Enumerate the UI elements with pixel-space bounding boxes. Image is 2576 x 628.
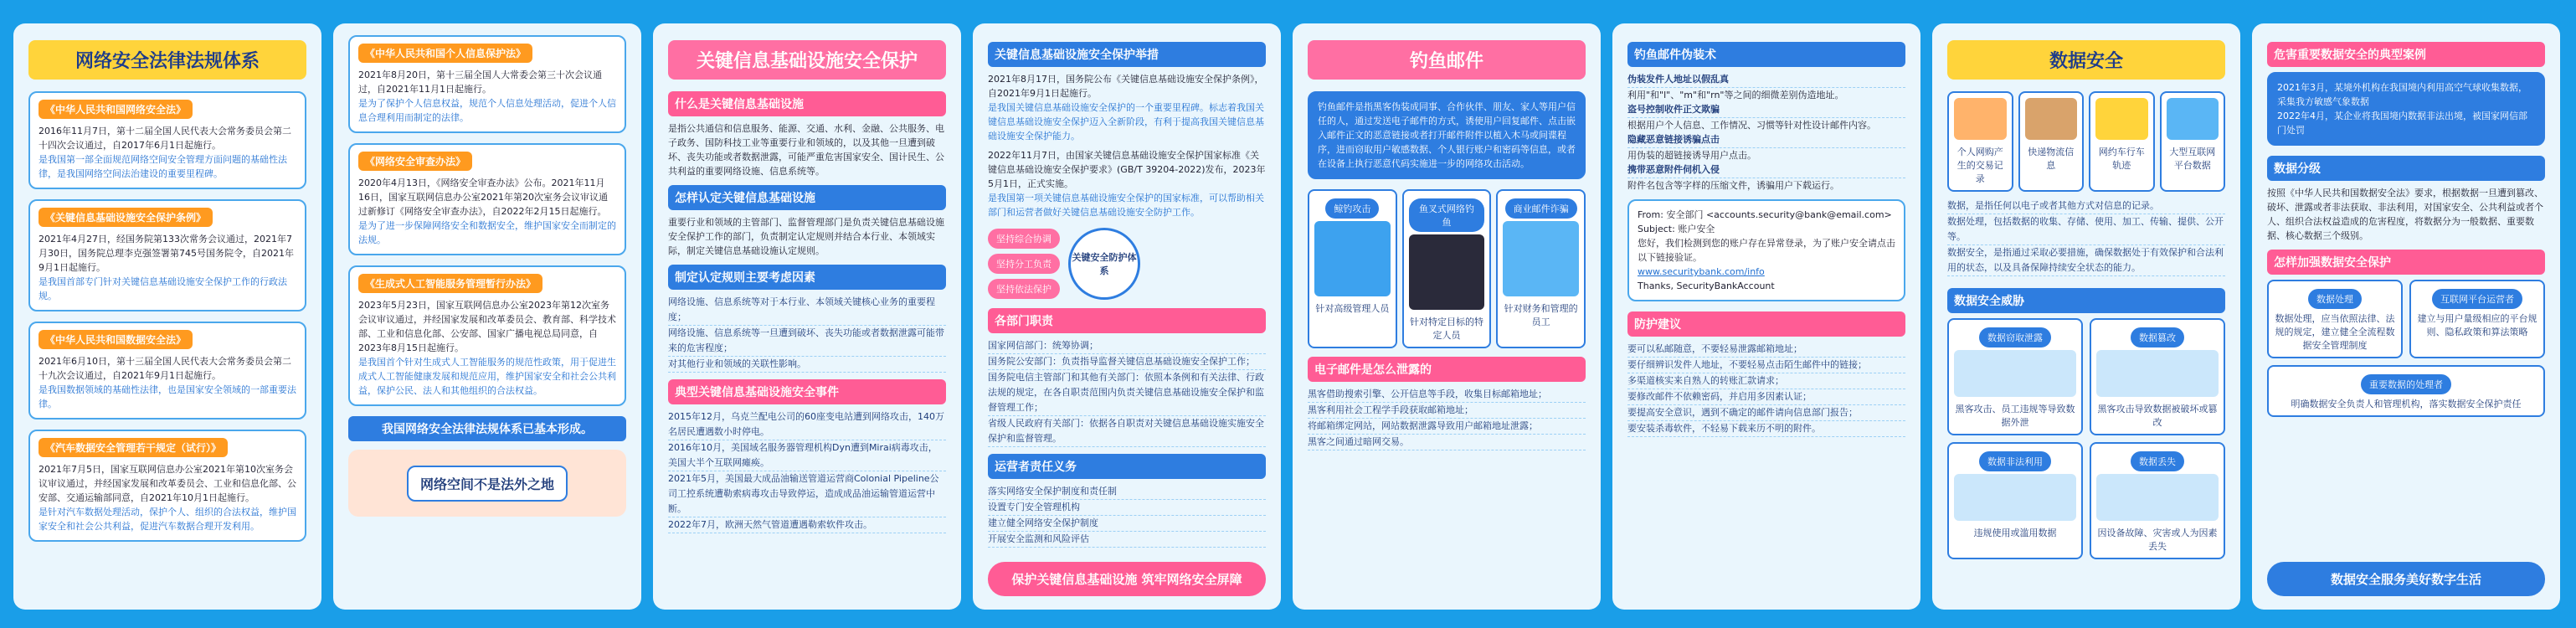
law-note: 是为了保护个人信息权益，规范个人信息处理活动，促进个人信息合理利用而制定的法律。 bbox=[358, 98, 616, 123]
phishing-types bbox=[1308, 189, 1586, 348]
slogan-card bbox=[348, 450, 626, 517]
event-item: 2021年5月，美国最大成品油输送管道运营商Colonial Pipeline公司工控系统遭勒索病毒攻击导致停运，造成成品油运输管道运营中断。 bbox=[668, 471, 946, 517]
leak-heading: 电子邮件是怎么泄露的 bbox=[1308, 357, 1586, 382]
law-chip: 《中华人民共和国网络安全法》 bbox=[39, 100, 193, 119]
q1-heading: 什么是关键信息基础设施 bbox=[668, 91, 946, 116]
tip-item: 要仔细辨识发件人地址，不要轻易点击陌生邮件中的链接； bbox=[1627, 358, 1905, 373]
email-from: From: 安全部门 <accounts.security@bank@email.com> bbox=[1638, 209, 1892, 220]
phishing-type-box bbox=[1308, 189, 1397, 348]
phishing-intro-card bbox=[1308, 91, 1586, 179]
list-item: 网络设施、信息系统等对于本行业、本领域关键核心业务的重要程度； bbox=[668, 295, 946, 326]
example-label: 个人网购产生的交易记录 bbox=[1956, 147, 2003, 184]
law-text: 2020年4月13日，《网络安全审查办法》公布。2021年11月16日，国家互联网信息办公室2021年第20次室务会议审议通过新修订《网络安全审查办法》，自2022年2月15日起施行。 bbox=[358, 178, 608, 217]
law-note: 是我国第一部全面规范网络空间安全管理方面问题的基础性法律，是我国网络空间法治建设的重要里程碑。 bbox=[39, 154, 287, 179]
panel-cii-protection bbox=[653, 23, 961, 610]
q1-text: 是指公共通信和信息服务、能源、交通、水利、金融、公共服务、电子政务、国防科技工业等重要行业和领域的，以及其他一旦遭到破坏、丧失功能或者数据泄露，可能严重危害国家安全、国计民生、公共利益的重要网络设施、信息系统等。 bbox=[668, 123, 944, 177]
panel-phishing bbox=[1293, 23, 1601, 610]
panel-data-protection bbox=[2252, 23, 2560, 610]
email-link[interactable]: www.securitybank.com/info bbox=[1638, 266, 1765, 277]
type-desc: 针对高级管理人员 bbox=[1315, 303, 1390, 314]
threat-box bbox=[2090, 318, 2225, 435]
data-example bbox=[2160, 91, 2226, 192]
threat-illustration bbox=[1954, 350, 2076, 397]
data-example bbox=[1947, 91, 2013, 192]
operator-item: 建立健全网络安全保护制度 bbox=[988, 516, 1266, 532]
definition-item: 数据安全，是指通过采取必要措施，确保数据处于有效保护和合法利用的状态，以及具备保障持续安全状态的能力。 bbox=[1947, 245, 2225, 276]
leak-item: 黑客利用社会工程学手段获取邮箱地址； bbox=[1308, 403, 1586, 419]
tip-item: 多渠道核实来自熟人的转账汇款请求； bbox=[1627, 373, 1905, 389]
definition-item: 数据，是指任何以电子或者其他方式对信息的记录。 bbox=[1947, 198, 2225, 214]
type-label: 商业邮件诈骗 bbox=[1505, 198, 1577, 219]
threat-label: 数据丢失 bbox=[2131, 451, 2184, 471]
whale-illustration bbox=[1314, 221, 1391, 296]
law-note: 是我国首部专门针对关键信息基础设施安全保护工作的行政法规。 bbox=[39, 276, 287, 301]
email-signature: Thanks, SecurityBankAccount bbox=[1638, 281, 1775, 291]
law-chip: 《中华人民共和国个人信息保护法》 bbox=[358, 44, 532, 63]
example-label: 网约车行车轨迹 bbox=[2098, 147, 2145, 171]
law-note: 是为了进一步保障网络安全和数据安全，维护国家安全而制定的法规。 bbox=[358, 220, 616, 245]
threat-desc: 黑客攻击导致数据被破坏或篡改 bbox=[2097, 404, 2218, 428]
law-card-5 bbox=[348, 35, 626, 133]
law-text: 2021年8月20日，第十三届全国人大常委会第三十次会议通过，自2021年11月1日起施行。 bbox=[358, 69, 602, 95]
data-example bbox=[2089, 91, 2155, 192]
panel-law-system bbox=[13, 23, 321, 610]
phishing-type-box bbox=[1496, 189, 1586, 348]
panel5-title: 钓鱼邮件 bbox=[1308, 40, 1586, 80]
leak-item: 黑客之间通过暗网交易。 bbox=[1308, 435, 1586, 450]
grading-text: 按照《中华人民共和国数据安全法》要求，根据数据一旦遭到篡改、破坏、泄露或者非法获取、非法利用，对国家安全、公共利益或者个人、组织合法权益造成的危害程度，将数据分为一般数据、重要数据、核心数据三个级别。 bbox=[2267, 188, 2543, 241]
law-system-banner: 我国网络安全法律法规体系已基本形成。 bbox=[348, 416, 626, 441]
event-item: 2015年12月，乌克兰配电公司的60座变电站遭到网络攻击，140万名居民遭遇数小时停电。 bbox=[668, 409, 946, 440]
business-illustration bbox=[1503, 221, 1579, 296]
principle-item: 坚持综合协调 bbox=[988, 229, 1060, 249]
type-label: 鲸钓攻击 bbox=[1325, 198, 1379, 219]
block-label: 重要数据的处理者 bbox=[2361, 374, 2451, 394]
event-item: 2016年10月，美国域名服务器管理机构Dyn遭到Mirai病毒攻击，美国大半个互联网瘫痪。 bbox=[668, 440, 946, 471]
panel3-title: 关键信息基础设施安全保护 bbox=[668, 40, 946, 80]
q2-text: 重要行业和领域的主管部门、监督管理部门是负责关键信息基础设施安全保护工作的部门，负责制定认定规则并结合本行业、本领域实际，制定关键信息基础设施认定规则。 bbox=[668, 217, 944, 256]
case-item: 2022年4月，某企业将我国境内数据非法出境，被国家网信部门处罚 bbox=[2277, 111, 2527, 136]
data-example bbox=[2018, 91, 2085, 192]
threat-desc: 黑客攻击、员工违规等导致数据外泄 bbox=[1955, 404, 2075, 428]
law-chip: 《网络安全审查办法》 bbox=[358, 152, 472, 171]
slogan-text: 网络空间不是法外之地 bbox=[407, 466, 568, 502]
threat-label: 数据窃取泄露 bbox=[1979, 327, 2051, 347]
threat-illustration bbox=[2096, 350, 2219, 397]
tip-item: 要可以私邮随意，不要轻易泄露邮箱地址； bbox=[1627, 342, 1905, 358]
tip-item: 要提高安全意识，遇到不确定的邮件请向信息部门报告； bbox=[1627, 405, 1905, 421]
panel1-title: 网络安全法律法规体系 bbox=[28, 40, 306, 80]
principle-item: 坚持分工负责 bbox=[988, 254, 1060, 274]
type-label: 鱼叉式网络钓鱼 bbox=[1409, 198, 1485, 232]
panel-law-system-2 bbox=[333, 23, 641, 610]
car-icon bbox=[2095, 98, 2148, 140]
example-label: 快递物流信息 bbox=[2028, 147, 2075, 171]
threat-label: 数据篡改 bbox=[2131, 327, 2184, 347]
email-subject: Subject: 账户安全 bbox=[1638, 224, 1715, 234]
threat-box bbox=[2090, 442, 2225, 559]
trick-title: 伪装发件人地址以假乱真 bbox=[1627, 72, 1905, 88]
tips-heading: 防护建议 bbox=[1627, 311, 1905, 337]
law-text: 2021年7月5日，国家互联网信息办公室2021年第10次室务会议审议通过，并经国家发展和改革委员会、工业和信息化部、公安部、交通运输部同意，自2021年10月1日起施行。 bbox=[39, 464, 296, 503]
center-circle bbox=[1068, 228, 1140, 300]
trick-desc: 附件名包含等字样的压缩文件，诱骗用户下载运行。 bbox=[1627, 180, 1839, 191]
trick-title: 携带恶意附件伺机入侵 bbox=[1627, 162, 1905, 178]
threat-grid bbox=[1947, 318, 2225, 559]
threat-heading: 数据安全威胁 bbox=[1947, 288, 2225, 313]
tip-item: 要修改邮件不依赖密码，并启用多因素认证； bbox=[1627, 389, 1905, 405]
law-text: 2023年5月23日，国家互联网信息办公室2023年第12次室务会议审议通过，并经国家发展和改革委员会、教育部、科学技术部、工业和信息化部、公安部、国家广播电视总局同意，自2023年8月15日起施行。 bbox=[358, 300, 616, 353]
block-label: 互联网平台运营者 bbox=[2432, 289, 2522, 309]
leak-item: 黑客借助搜索引擎、公开信息等手段，收集目标邮箱地址； bbox=[1308, 387, 1586, 403]
shopping-icon bbox=[1954, 98, 2007, 140]
tricks-heading: 钓鱼邮件伪装术 bbox=[1627, 42, 1905, 67]
cases-heading: 危害重要数据安全的典型案例 bbox=[2267, 42, 2545, 67]
platform-icon bbox=[2167, 98, 2219, 140]
duty-item: 省级人民政府有关部门：依据各自职责对关键信息基础设施实施安全保护和监督管理。 bbox=[988, 416, 1266, 447]
operator-item: 设置专门安全管理机构 bbox=[988, 500, 1266, 516]
block-label: 数据处理 bbox=[2308, 289, 2362, 309]
threat-label: 数据非法利用 bbox=[1979, 451, 2051, 471]
sample-email bbox=[1627, 199, 1905, 301]
q4-heading: 典型关键信息基础设施安全事件 bbox=[668, 379, 946, 404]
principles-diagram bbox=[988, 226, 1266, 301]
duty-item: 国务院电信主管部门和其他有关部门：依照本条例和有关法律、行政法规的规定，在各自职责范围内负责关键信息基础设施安全保护和监督管理工作； bbox=[988, 370, 1266, 416]
panel-cii-measures bbox=[973, 23, 1281, 610]
case-item: 2021年3月，某境外机构在我国境内利用高空气球收集数据，采集我方敏感气象数据 bbox=[2277, 82, 2527, 107]
cases-card bbox=[2267, 72, 2545, 146]
operator-heading: 运营者责任义务 bbox=[988, 454, 1266, 479]
email-body: 您好，我们检测到您的账户存在异常登录，为了账户安全请点击以下链接验证。 bbox=[1638, 238, 1895, 263]
law-text: 2021年4月27日，经国务院第133次常务会议通过，2021年7月30日，国务院总理李克强签署第745号国务院令，自2021年9月1日起施行。 bbox=[39, 234, 294, 273]
protection-grid bbox=[2267, 280, 2545, 417]
type-desc: 针对特定目标的特定人员 bbox=[1410, 317, 1483, 341]
protect-banner: 保护关键信息基础设施 筑牢网络安全屏障 bbox=[988, 562, 1266, 596]
block-desc: 明确数据安全负责人和管理机构，落实数据安全保护责任 bbox=[2291, 399, 2522, 409]
law-chip: 《中华人民共和国数据安全法》 bbox=[39, 330, 193, 349]
trick-title: 盗号控制收件正文欺骗 bbox=[1627, 102, 1905, 118]
measures-heading: 关键信息基础设施安全保护举措 bbox=[988, 42, 1266, 67]
example-label: 大型互联网平台数据 bbox=[2169, 147, 2216, 171]
duty-item: 国务院公安部门：负责指导监督关键信息基础设施安全保护工作； bbox=[988, 354, 1266, 370]
duties-heading: 各部门职责 bbox=[988, 308, 1266, 333]
protection-box bbox=[2409, 280, 2545, 358]
law-card-6 bbox=[348, 143, 626, 255]
measures-note-2: 是我国第一项关键信息基础设施安全保护的国家标准，可以帮助相关部门和运营者做好关键信息基础设施安全防护工作。 bbox=[988, 193, 1264, 218]
law-note: 是针对汽车数据处理活动，保护个人、组织的合法权益，维护国家安全和社会公共利益，促进汽车数据合理开发利用。 bbox=[39, 507, 296, 532]
law-chip: 《关键信息基础设施安全保护条例》 bbox=[39, 208, 213, 227]
law-card-3 bbox=[28, 322, 306, 420]
law-text: 2016年11月7日，第十二届全国人民代表大会常务委员会第二十四次会议通过，自2017年6月1日起施行。 bbox=[39, 126, 291, 151]
measures-text-2: 2022年11月7日，由国家关键信息基础设施安全保护国家标准《关键信息基础设施安全保护要求》(GB/T 39204-2022)发布，2023年5月1日，正式实施。 bbox=[988, 150, 1266, 189]
phishing-type-box bbox=[1402, 189, 1492, 348]
law-text: 2021年6月10日，第十三届全国人民代表大会常务委员会第二十九次会议通过，自2021年9月1日起施行。 bbox=[39, 356, 291, 381]
law-chip: 《生成式人工智能服务管理暂行办法》 bbox=[358, 274, 542, 293]
block-desc: 建立与用户量级相应的平台规则、隐私政策和算法策略 bbox=[2417, 313, 2537, 337]
law-card-1 bbox=[28, 91, 306, 189]
protection-box bbox=[2267, 280, 2403, 358]
law-chip: 《汽车数据安全管理若干规定（试行）》 bbox=[39, 438, 228, 457]
threat-box bbox=[1947, 318, 2083, 435]
measures-text-1: 2021年8月17日，国务院公布《关键信息基础设施安全保护条例》，自2021年9月1日起施行。 bbox=[988, 74, 1264, 99]
event-item: 2022年7月，欧洲天然气管道遭遇勒索软件攻击。 bbox=[668, 517, 946, 533]
tip-item: 要安装杀毒软件，不轻易下载来历不明的附件。 bbox=[1627, 421, 1905, 437]
law-card-2 bbox=[28, 199, 306, 311]
trick-desc: 利用"和"l"、"m"和"rn"等之间的细微差别伪造地址。 bbox=[1627, 90, 1844, 100]
definition-item: 数据处理，包括数据的收集、存储、使用、加工、传输、提供、公开等。 bbox=[1947, 214, 2225, 245]
trick-title: 隐藏恶意链接诱骗点击 bbox=[1627, 132, 1905, 148]
trick-desc: 根据用户个人信息、工作情况、习惯等针对性设计邮件内容。 bbox=[1627, 120, 1876, 131]
threat-desc: 违规使用或滥用数据 bbox=[1973, 528, 2057, 538]
package-icon bbox=[2025, 98, 2078, 140]
strengthen-heading: 怎样加强数据安全保护 bbox=[2267, 250, 2545, 275]
panel-phishing-tricks bbox=[1612, 23, 1920, 610]
type-desc: 针对财务和管理的员工 bbox=[1504, 303, 1578, 327]
threat-illustration bbox=[2096, 474, 2219, 521]
trick-desc: 用伪装的超链接诱导用户点击。 bbox=[1627, 150, 1756, 161]
phishing-intro: 钓鱼邮件是指黑客伪装成同事、合作伙伴、朋友、家人等用户信任的人，通过发送电子邮件的方式，诱使用户回复邮件、点击嵌入邮件正文的恶意链接或者打开邮件附件以植入木马或间谍程序，进而窃取用户敏感数据、个人银行账户和密码等信息，或者在设备上执行恶意代码实施进一步的网络攻击活动。 bbox=[1318, 101, 1576, 169]
threat-desc: 因设备故障、灾害或人为因素丢失 bbox=[2097, 528, 2218, 552]
operator-item: 开展安全监测和风险评估 bbox=[988, 532, 1266, 548]
leak-item: 将邮箱绑定网站，网站数据泄露导致用户邮箱地址泄露； bbox=[1308, 419, 1586, 435]
duty-item: 国家网信部门：统筹协调； bbox=[988, 338, 1266, 354]
panel7-title: 数据安全 bbox=[1947, 40, 2225, 80]
operator-item: 落实网络安全保护制度和责任制 bbox=[988, 484, 1266, 500]
panel-data-security bbox=[1932, 23, 2240, 610]
q3-heading: 制定认定规则主要考虑因素 bbox=[668, 265, 946, 290]
principle-item: 坚持依法保护 bbox=[988, 279, 1060, 299]
threat-box bbox=[1947, 442, 2083, 559]
threat-illustration bbox=[1954, 474, 2076, 521]
measures-note-1: 是我国关键信息基础设施安全保护的一个重要里程碑。标志着我国关键信息基础设施安全保护迈入全新阶段，有利于提高我国关键信息基础设施安全保护能力。 bbox=[988, 102, 1264, 142]
spear-illustration bbox=[1409, 234, 1485, 310]
law-note: 是我国数据领域的基础性法律，也是国家安全领域的一部重要法律。 bbox=[39, 384, 296, 409]
q2-heading: 怎样认定关键信息基础设施 bbox=[668, 185, 946, 210]
data-banner: 数据安全服务美好数字生活 bbox=[2267, 562, 2545, 596]
grading-heading: 数据分级 bbox=[2267, 156, 2545, 181]
block-desc: 数据处理，应当依照法律、法规的规定，建立健全全流程数据安全管理制度 bbox=[2275, 313, 2395, 351]
data-examples bbox=[1947, 91, 2225, 192]
law-card-4 bbox=[28, 430, 306, 542]
law-card-7 bbox=[348, 265, 626, 406]
law-note: 是我国首个针对生成式人工智能服务的规范性政策，用于促进生成式人工智能健康发展和规范应用，维护国家安全和社会公共利益，保护公民、法人和其他组织的合法权益。 bbox=[358, 357, 616, 396]
center-label: 关键安全防护体系 bbox=[1072, 252, 1137, 276]
list-item: 对其他行业和领域的关联性影响。 bbox=[668, 357, 946, 373]
list-item: 网络设施、信息系统等一旦遭到破坏、丧失功能或者数据泄露可能带来的危害程度； bbox=[668, 326, 946, 357]
protection-box bbox=[2267, 365, 2545, 417]
